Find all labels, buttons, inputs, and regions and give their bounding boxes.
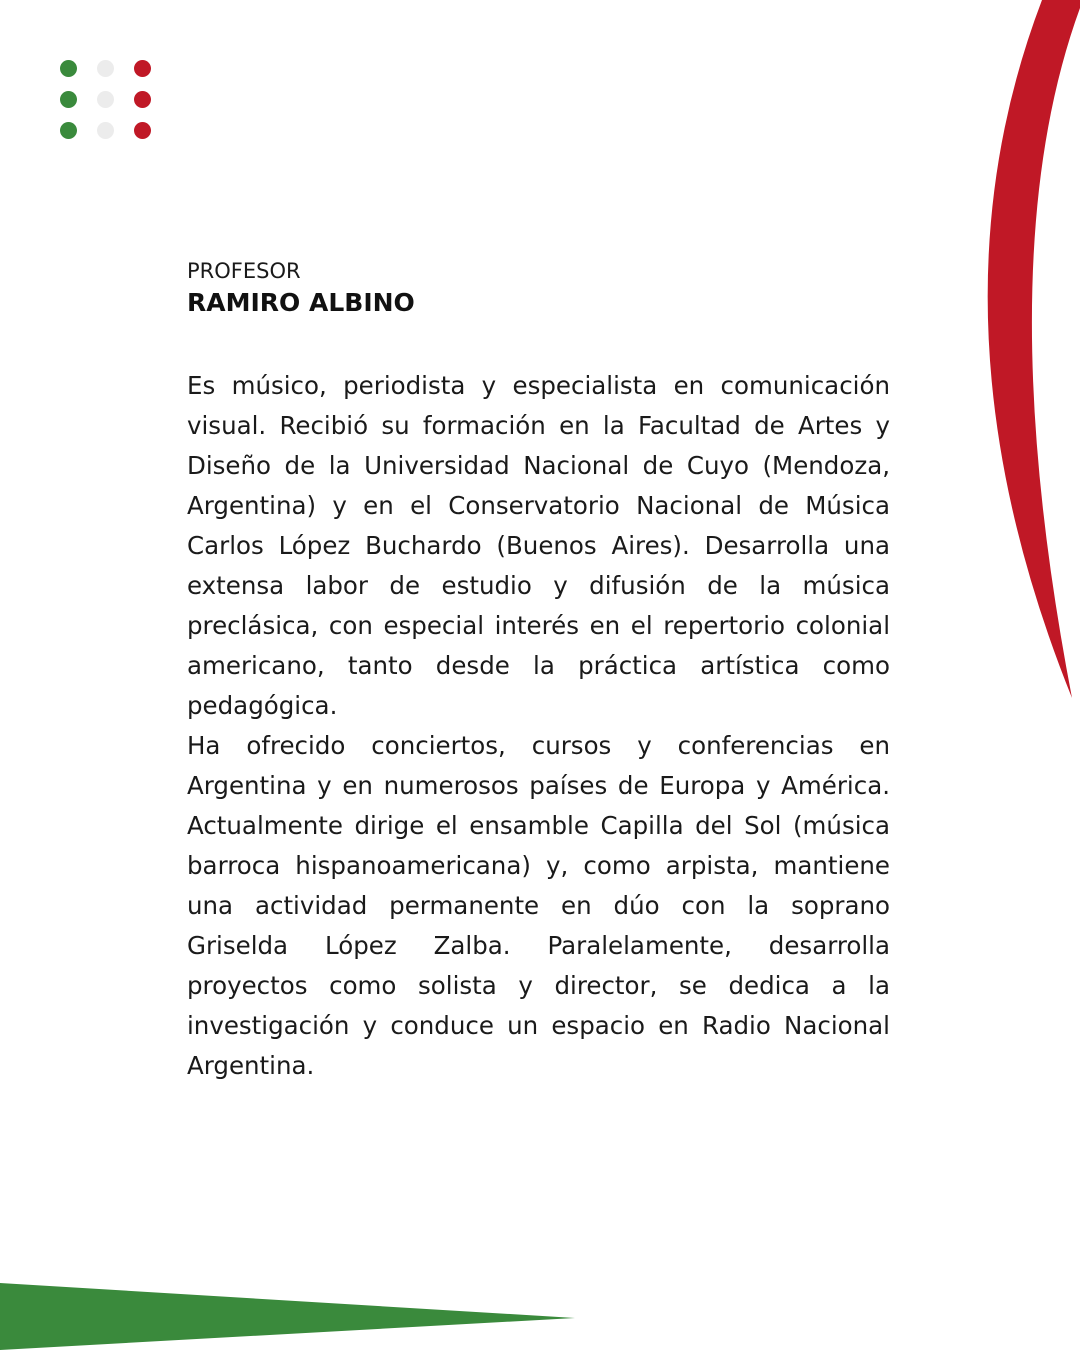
profile-bio: [187, 366, 890, 1086]
red-dot: [134, 122, 151, 139]
decorative-dot-grid: [60, 60, 152, 140]
green-wedge-decoration: [0, 1280, 580, 1350]
green-dot: [60, 60, 77, 77]
white-dot: [97, 60, 114, 77]
white-dot: [97, 91, 114, 108]
green-dot: [60, 91, 77, 108]
bio-paragraph: Es músico, periodista y especialista en comunicación visual. Recibió su formación en la Facultad de Artes y Diseño de la Universidad Nacional de Cuyo (Mendoza, Argentina) y en el Conservatorio Nacional de Música Carlos López Buchardo (Buenos Aires). Desarrolla una extensa labor de estudio y difusión de la música preclásica, con especial interés en el repertorio colonial americano, tanto desde la práctica artística como pedagógica.: [187, 371, 890, 720]
profile-role: PROFESOR: [187, 259, 301, 283]
white-dot: [97, 122, 114, 139]
red-arc-decoration: [960, 0, 1080, 700]
bio-paragraph: Ha ofrecido conciertos, cursos y conferencias en Argentina y en numerosos países de Europa y América. Actualmente dirige el ensamble Capilla del Sol (música barroca hispanoamericana) y, como arpista, mantiene una actividad permanente en dúo con la soprano Griselda López Zalba. Paralelamente, desarrolla proyectos como solista y director, se dedica a la investigación y conduce un espacio en Radio Nacional Argentina.: [187, 731, 890, 1080]
profile-name: RAMIRO ALBINO: [187, 288, 415, 317]
profile-content: [187, 256, 890, 1086]
green-dot: [60, 122, 77, 139]
red-dot: [134, 60, 151, 77]
red-dot: [134, 91, 151, 108]
